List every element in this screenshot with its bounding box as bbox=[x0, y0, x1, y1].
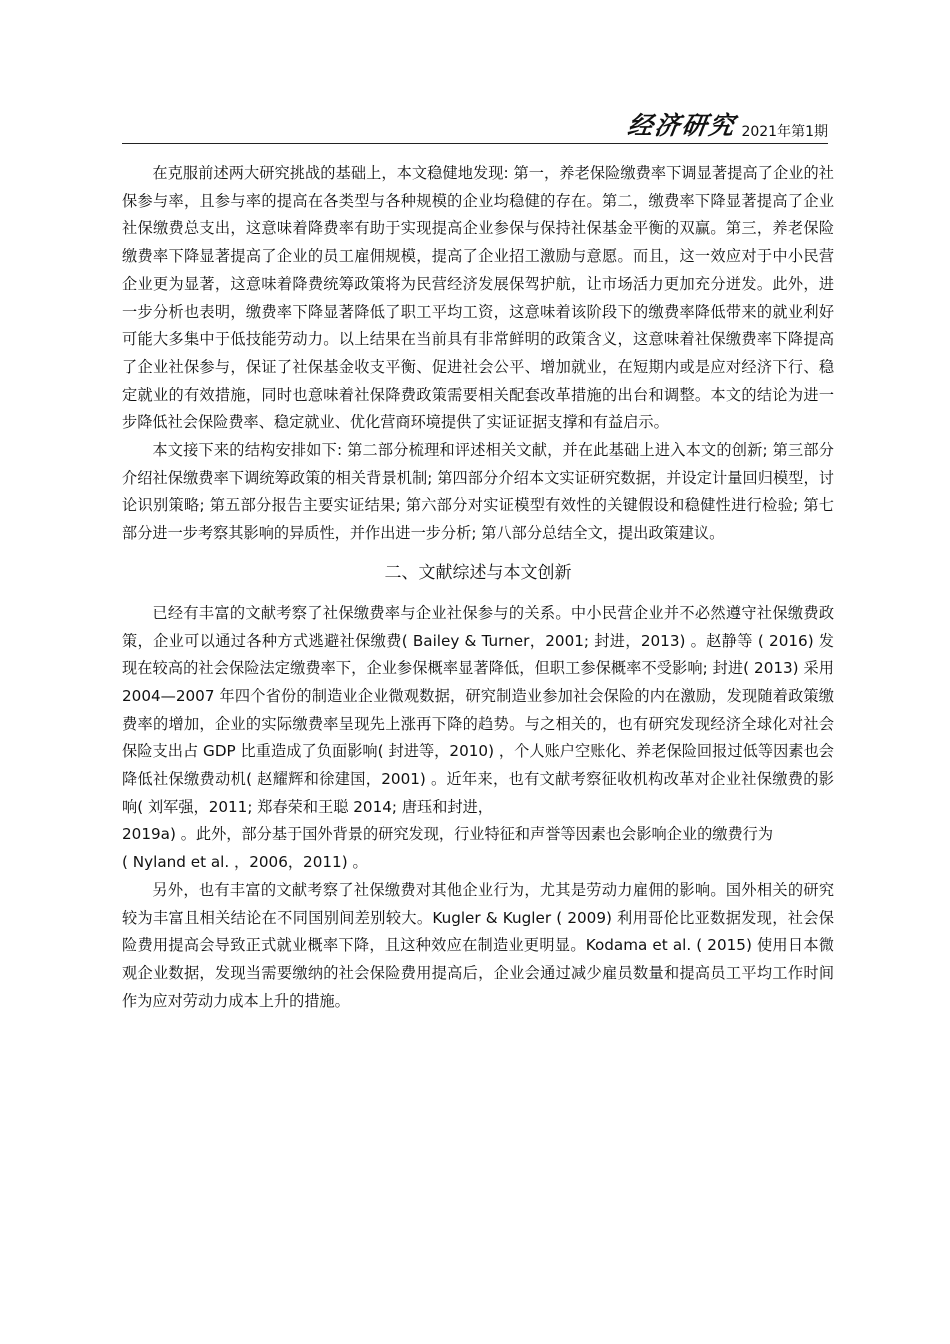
paragraph-literature-1-cont: 2019a) 。此外，部分基于国外背景的研究发现，行业特征和声誉等因素也会影响企业的缴费行为 bbox=[122, 825, 774, 844]
paragraph-structure: 本文接下来的结构安排如下: 第二部分梳理和评述相关文献，并在此基础上进入本文的创新; 第三部分介绍社保缴费率下调统筹政策的相关背景机制; 第四部分介绍本文实证研究数据，并设定计量回归模型，讨论识别策略; 第五部分报告主要实证结果; 第六部分对实证模型有效性的关键假设和稳健性进行检验; 第七部分进一步考察其影响的异质性，并作出进一步分析; 第八部分总结全文，提出政策建议。 bbox=[122, 441, 834, 543]
issue-label: 2021年第1期 bbox=[741, 124, 828, 140]
section-title: 二、文献综述与本文创新 bbox=[384, 562, 572, 583]
paragraph-literature-1: 已经有丰富的文献考察了社保缴费率与企业社保参与的关系。中小民营企业并不必然遵守社保缴费政策，企业可以通过各种方式逃避社保缴费( Bailey & Turner，2001; 封进，2013) 。赵静等 ( 2016) 发现在较高的社会保险法定缴费率下，企业参保概率显著降低，但职工参保概率不受影响; 封进( 2013) 采用 2004—2007 年四个省份的制造业企业微观数据，研究制造业参加社会保险的内在激励，发现随着政策缴费率的增加，企业的实际缴费率呈现先上涨再下降的趋势。与之相关的，也有研究发现经济全球化对社会保险支出占 GDP 比重造成了负面影响( 封进等，2010) ，个人账户空账化、养老保险回报过低等因素也会降低社保缴费动机( 赵耀辉和徐建国，2001) 。近年来，也有文献考察征收机构改革对企业社保缴费的影响( 刘军强，2011; 郑春荣和王聪 2014; 唐珏和封进， bbox=[122, 603, 834, 816]
paragraph-findings: 在克服前述两大研究挑战的基础上，本文稳健地发现: 第一，养老保险缴费率下调显著提高了企业的社保参与率，且参与率的提高在各类型与各种规模的企业均稳健的存在。第二，缴费率下降显著提高了企业社保缴费总支出，这意味着降费率有助于实现提高企业参保与保持社保基金平衡的双赢。第三，养老保险缴费率下降显著提高了企业的员工雇佣规模，提高了企业招工激励与意愿。而且，这一效应对于中小民营企业更为显著，这意味着降费统筹政策将为民营经济发展保驾护航，让市场活力更加充分迸发。此外，进一步分析也表明，缴费率下降显著降低了职工平均工资，这意味着该阶段下的缴费率降低带来的就业利好可能大多集中于低技能劳动力。以上结果在当前具有非常鲜明的政策含义，这意味着社保缴费率下降提高了企业社保参与，保证了社保基金收支平衡、促进社会公平、增加就业，在短期内或是应对经济下行、稳定就业的有效措施，同时也意味着社保降费政策需要相关配套改革措施的出台和调整。本文的结论为进一步降低社会保险费率、稳定就业、优化营商环境提供了实证证据支撑和有益启示。 bbox=[122, 164, 834, 432]
header-divider bbox=[122, 143, 828, 144]
page-header bbox=[122, 112, 828, 146]
paragraph-literature-1-end: ( Nyland et al. ，2006，2011) 。 bbox=[122, 853, 368, 872]
journal-logo: 经济研究 bbox=[625, 111, 738, 140]
article-body bbox=[122, 160, 834, 1015]
paragraph-literature-2: 另外，也有丰富的文献考察了社保缴费对其他企业行为，尤其是劳动力雇佣的影响。国外相关的研究较为丰富且相关结论在不同国别间差别较大。Kugler & Kugler ( 2009) 利用哥伦比亚数据发现，社会保险费用提高会导致正式就业概率下降，且这种效应在制造业更明显。Kodama et al. ( 2015) 使用日本微观企业数据，发现当需要缴纳的社会保险费用提高后，企业会通过减少雇员数量和提高员工平均工作时间作为应对劳动力成本上升的措施。 bbox=[122, 880, 834, 1010]
